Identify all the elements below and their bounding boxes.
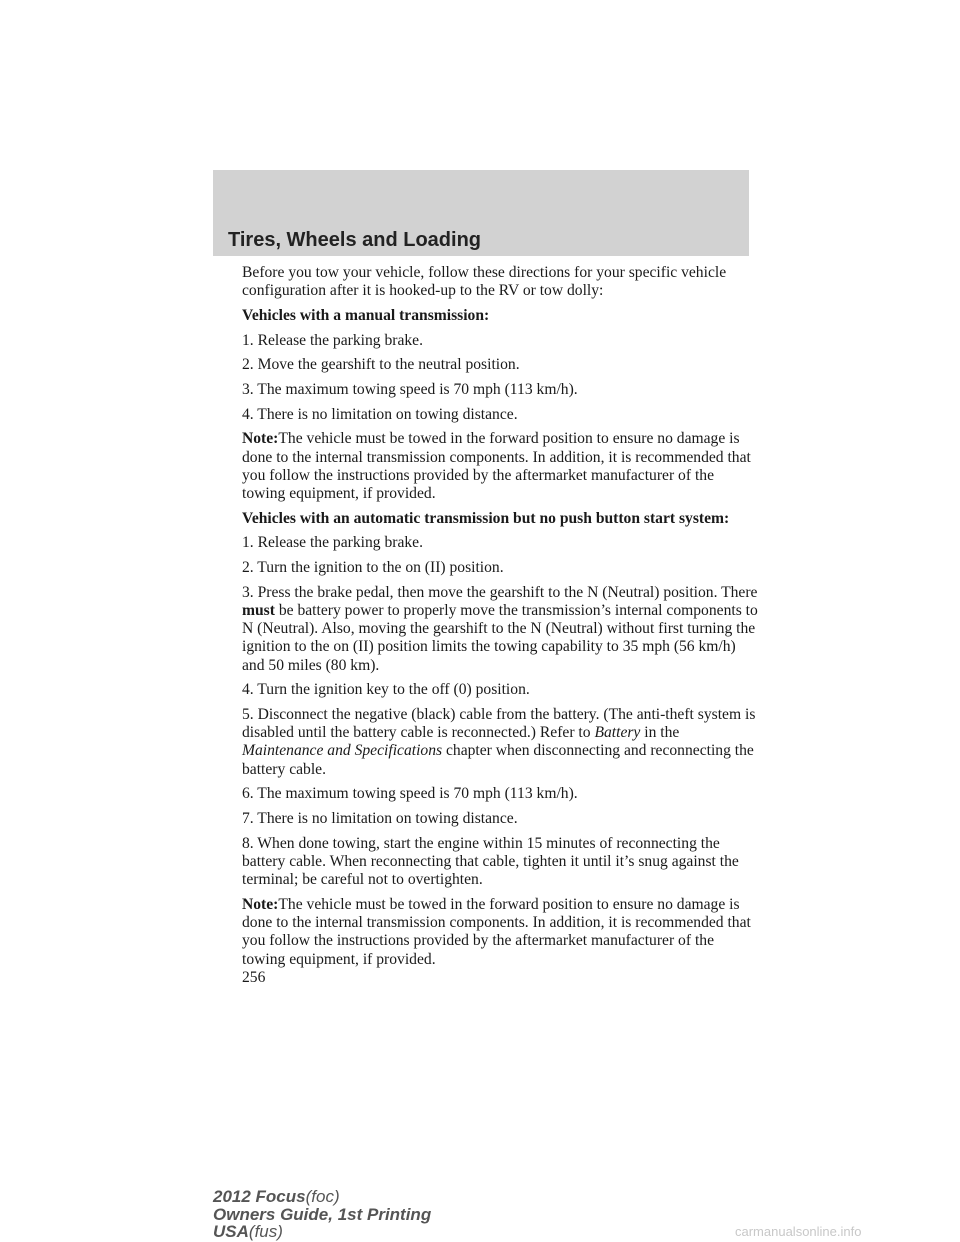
- page-body: [242, 264, 758, 975]
- note-label: Note:: [242, 895, 279, 913]
- auto-step: 6. The maximum towing speed is 70 mph (113 km/h).: [242, 785, 578, 803]
- auto-step: 8. When done towing, start the engine within 15 minutes of reconnecting the battery cable. When reconnecting that cable, tighten it until it’s snug against the terminal; be careful not to overtighten.: [242, 834, 739, 889]
- auto-step: 2. Turn the ignition to the on (II) position.: [242, 559, 504, 577]
- cross-reference: Battery: [594, 724, 641, 742]
- manual-heading: Vehicles with a manual transmission:: [242, 306, 490, 324]
- section-title: Tires, Wheels and Loading: [228, 229, 482, 251]
- auto-step: 1. Release the parking brake.: [242, 534, 423, 552]
- manual-step: 1. Release the parking brake.: [242, 331, 423, 349]
- note-paragraph: Note:The vehicle must be towed in the forward position to ensure no damage is done to the internal transmission components. In addition, it is recommended that you follow the instructions provided by the aftermarket manufacturer of the towing equipment, if provided.: [242, 895, 751, 968]
- auto-heading: Vehicles with an automatic transmission but no push button start system:: [242, 509, 730, 527]
- manual-step: 4. There is no limitation on towing distance.: [242, 405, 518, 423]
- note-paragraph: Note:The vehicle must be towed in the forward position to ensure no damage is done to the internal transmission components. In addition, it is recommended that you follow the instructions provided by the aftermarket manufacturer of the towing equipment, if provided.: [242, 430, 751, 503]
- cross-reference: Maintenance and Specifications: [242, 742, 443, 760]
- auto-step: 3. Press the brake pedal, then move the gearshift to the N (Neutral) position. There must be battery power to properly move the transmission’s internal components to N (Neutral). Also, moving the gearshift to the N (Neutral) without first turning the ignition to the on (II) position limits the towing capability to 35 mph (56 km/h) and 50 miles (80 km).: [242, 583, 758, 674]
- auto-step: 7. There is no limitation on towing distance.: [242, 810, 518, 828]
- watermark: carmanualsonline.info: [735, 1224, 862, 1239]
- manual-step: 3. The maximum towing speed is 70 mph (113 km/h).: [242, 381, 578, 399]
- footer-imprint: 2012 Focus(foc) Owners Guide, 1st Printing USA(fus): [213, 1187, 432, 1241]
- intro-paragraph: Before you tow your vehicle, follow these directions for your specific vehicle configuration after it is hooked-up to the RV or tow dolly:: [242, 264, 727, 300]
- auto-step: 4. Turn the ignition key to the off (0) position.: [242, 681, 530, 699]
- page-number: 256: [242, 969, 266, 986]
- manual-step: 2. Move the gearshift to the neutral position.: [242, 356, 520, 374]
- note-label: Note:: [242, 430, 279, 448]
- auto-step: 5. Disconnect the negative (black) cable from the battery. (The anti-theft system is disabled until the battery cable is reconnected.) Refer to Battery in the Maintenance and Specifications chapter when disconnecting and reconnecting the battery cable.: [242, 706, 756, 778]
